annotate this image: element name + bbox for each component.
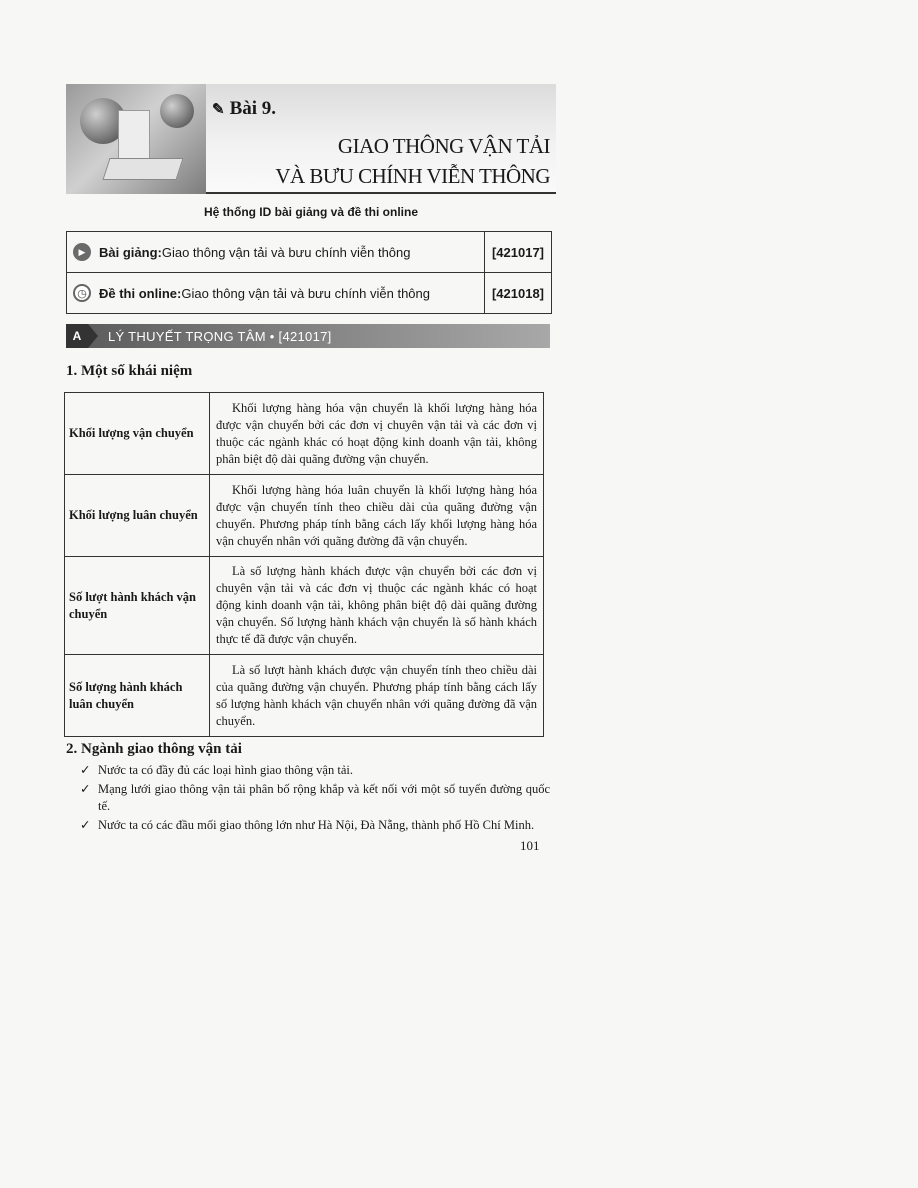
concepts-table xyxy=(64,392,544,737)
online-row-text: Giao thông vận tải và bưu chính viễn thông xyxy=(161,244,411,260)
check-icon: ✓ xyxy=(80,763,91,777)
part1-heading: 1. Một số khái niệm xyxy=(66,363,193,379)
page-number: 101 xyxy=(520,838,540,853)
transport-bullet-list xyxy=(80,762,550,836)
lesson-number xyxy=(212,98,276,120)
concept-definition: Là số lượt hành khách được vận chuyển tính theo chiều dài của quãng đường vận chuyển. Phương pháp tính bằng cách lấy số lượng hành khách vận chuyển nhân với quãng đường đã vận chuyển. xyxy=(210,655,544,737)
lesson-title-line-2: VÀ BƯU CHÍNH VIỄN THÔNG xyxy=(275,164,550,188)
concept-definition: Khối lượng hàng hóa luân chuyển là khối lượng hàng hóa được vận chuyển tính theo chiều dài của quãng đường vận chuyển. Phương pháp tính bằng cách lấy khối lượng hàng hóa vận chuyển nhân với quãng đường đã vận chuyển. xyxy=(210,475,544,557)
globes-photo xyxy=(66,84,206,194)
concept-term: Khối lượng luân chuyển xyxy=(65,475,210,557)
banner-divider xyxy=(206,192,556,194)
table-row xyxy=(65,393,544,475)
concept-term: Số lượt hành khách vận chuyển xyxy=(65,557,210,655)
online-row-text: Giao thông vận tải và bưu chính viễn thông xyxy=(181,285,430,301)
online-row-main xyxy=(67,273,485,313)
concept-term: Khối lượng vận chuyển xyxy=(65,393,210,475)
online-row-code: [421018] xyxy=(491,285,545,301)
pencil-icon: ✎ xyxy=(212,101,225,118)
list-item xyxy=(80,762,550,779)
section-title: LÝ THUYẾT TRỌNG TÂM • [421017] xyxy=(108,328,332,344)
list-item-text: Nước ta có các đầu mối giao thông lớn như Hà Nội, Đà Nẵng, thành phố Hồ Chí Minh. xyxy=(98,818,535,832)
section-letter: A xyxy=(66,324,88,348)
table-row xyxy=(65,655,544,737)
play-icon: ▶ xyxy=(73,243,91,261)
online-row-main xyxy=(67,232,485,272)
concept-definition: Là số lượng hành khách được vận chuyển bởi các đơn vị chuyên vận tải và các đơn vị thuộc các ngành khác có hoạt động kinh doanh vận tải, không phân biệt độ dài quãng đường vận chuyển. Số lượng hành khách vận chuyển là số hành khách thực tế đã được vận chuyển. xyxy=(210,557,544,655)
globe-right-shape xyxy=(160,94,194,128)
clock-icon: ◷ xyxy=(73,284,91,302)
list-item-text: Nước ta có đầy đủ các loại hình giao thông vận tải. xyxy=(98,763,353,777)
section-arrow-icon xyxy=(88,324,98,348)
section-a-bar xyxy=(66,324,550,348)
online-id-heading: Hệ thống ID bài giảng và đề thi online xyxy=(203,205,418,219)
concept-definition: Khối lượng hàng hóa vận chuyển là khối lượng hàng hóa được vận chuyển bởi các đơn vị chuyên vận tải và các đơn vị thuộc các ngành khác có hoạt động kinh doanh vận tải, không phân biệt độ dài quãng đường vận chuyển. xyxy=(210,393,544,475)
online-row-exam[interactable] xyxy=(67,272,551,313)
cube-shape xyxy=(118,110,150,162)
online-row-label: Bài giảng: xyxy=(99,244,162,260)
online-resources-table xyxy=(66,231,552,314)
list-item-text: Mạng lưới giao thông vận tải phân bố rộng khắp và kết nối với một số tuyến đường quốc tế. xyxy=(98,782,550,813)
lesson-title-line-1: GIAO THÔNG VẬN TẢI xyxy=(337,134,550,158)
check-icon: ✓ xyxy=(80,818,91,832)
online-row-label: Đề thi online: xyxy=(99,285,182,301)
lesson-header xyxy=(66,84,556,194)
part2-heading: 2. Ngành giao thông vận tải xyxy=(66,741,242,757)
concept-term: Số lượng hành khách luân chuyển xyxy=(65,655,210,737)
book-shape xyxy=(102,158,183,180)
list-item xyxy=(80,817,550,834)
check-icon: ✓ xyxy=(80,782,91,796)
online-row-lecture[interactable] xyxy=(67,232,551,272)
lesson-number-text: Bài 9. xyxy=(229,98,277,119)
list-item xyxy=(80,781,550,815)
table-row xyxy=(65,475,544,557)
table-row xyxy=(65,557,544,655)
online-row-code: [421017] xyxy=(491,244,545,260)
